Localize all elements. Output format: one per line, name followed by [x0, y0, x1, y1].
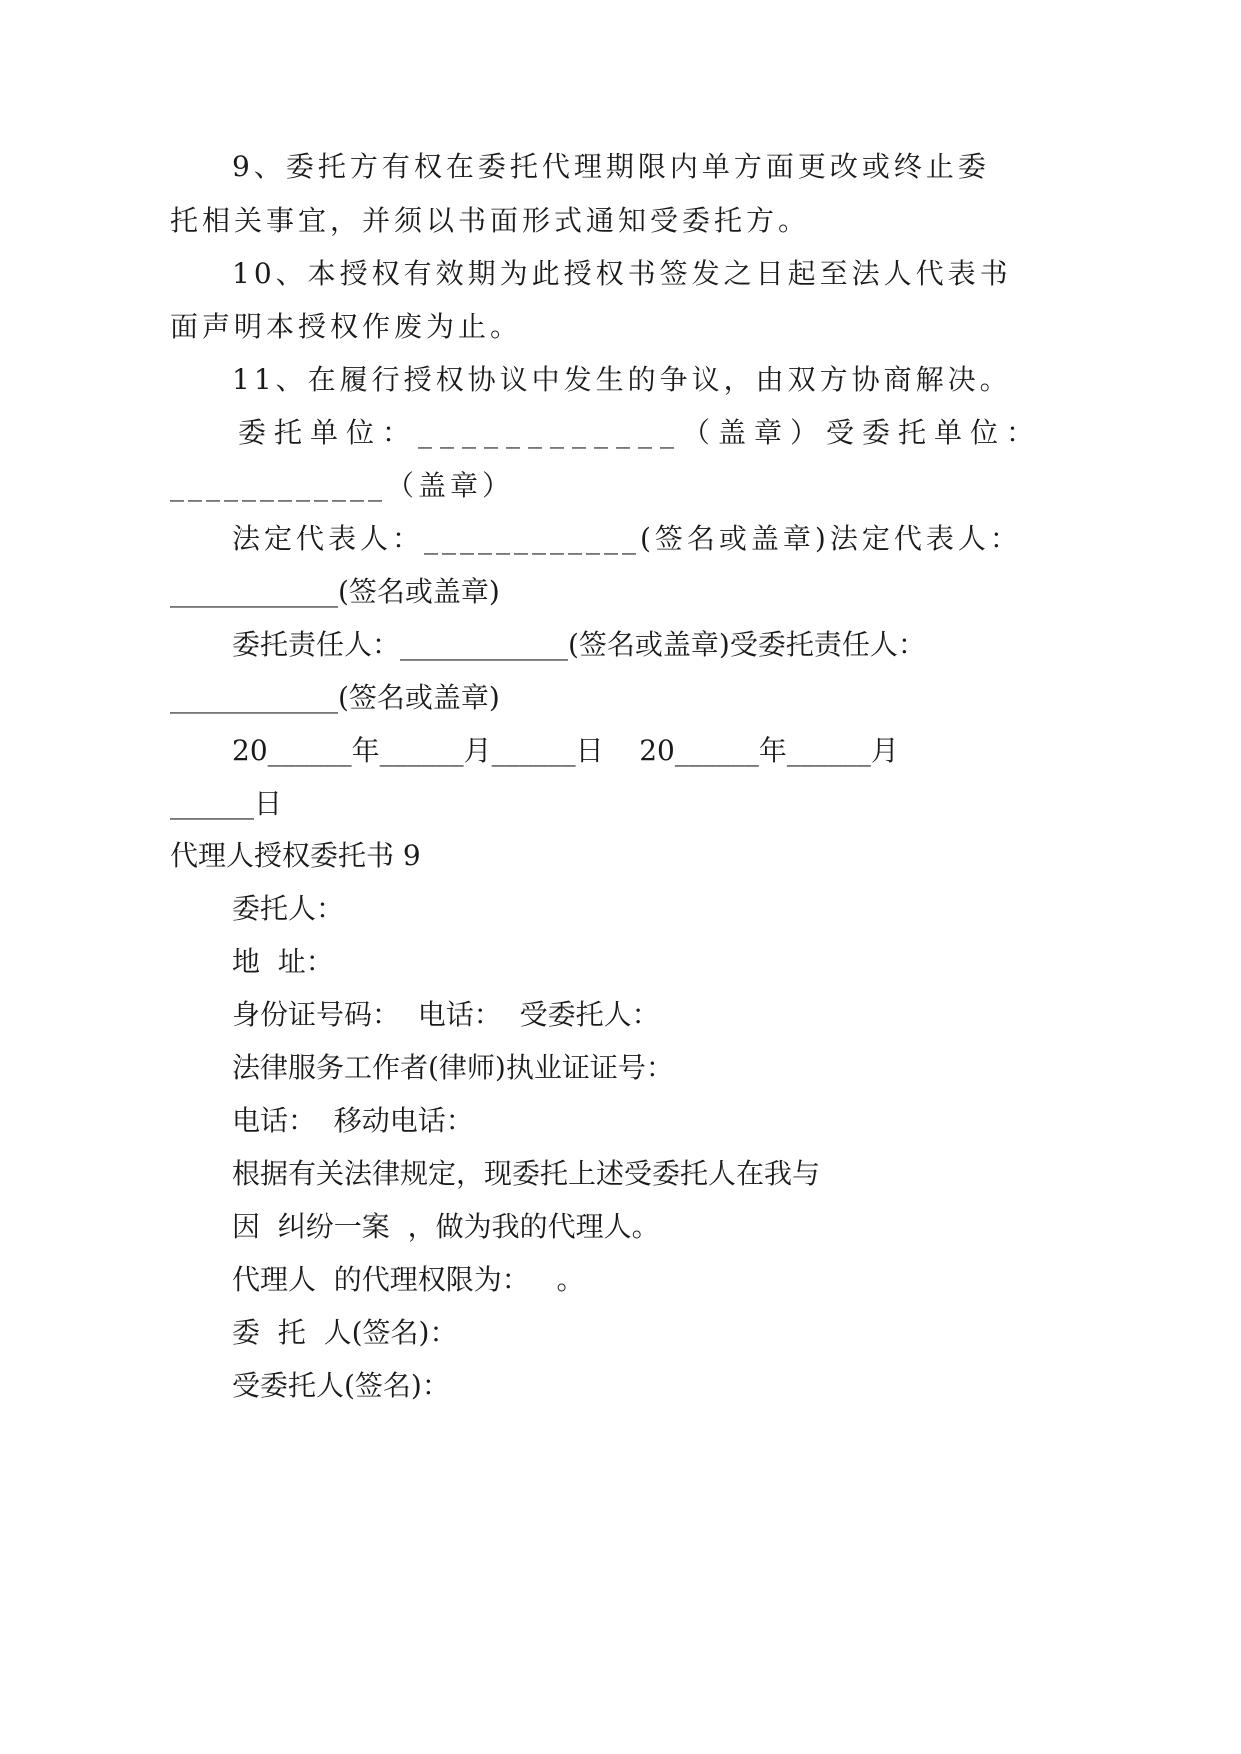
principal-signature-line: 委 托 人(签名)： [232, 1316, 458, 1349]
clause-9-line-1: 9、委托方有权在委托代理期限内单方面更改或终止委 [232, 150, 990, 183]
entrustment-statement-line-2: 因 纠纷一案 ，做为我的代理人。 [232, 1210, 660, 1243]
responsible-person-line: 委托责任人：____________(签名或盖章)受委托责任人： [232, 628, 926, 661]
section-heading: 代理人授权委托书 9 [170, 839, 421, 872]
address-field: 地 址： [232, 945, 334, 978]
entrusted-unit-seal-line: ____________（盖章） [170, 469, 515, 502]
date-line: 20______年______月______日 20______年______月 [232, 734, 899, 767]
license-number-field: 法律服务工作者(律师)执业证证号： [232, 1051, 674, 1084]
entrustment-statement-line-1: 根据有关法律规定，现委托上述受委托人在我与 [232, 1157, 821, 1190]
clause-10-line-1: 10、本授权有效期为此授权书签发之日起至法人代表书 [232, 257, 1012, 290]
legal-representative-line: 法定代表人：____________(签名或盖章)法定代表人： [232, 522, 1022, 555]
clause-11-line: 11、在履行授权协议中发生的争议，由双方协商解决。 [232, 363, 1012, 396]
agent-signature-line: 受委托人(签名)： [232, 1369, 450, 1402]
id-phone-agent-field: 身份证号码： 电话： 受委托人： [232, 998, 660, 1031]
principal-field: 委托人： [232, 892, 345, 925]
phone-mobile-field: 电话： 移动电话： [232, 1104, 474, 1137]
responsible-person-sign-line: ____________(签名或盖章) [170, 681, 500, 714]
clause-9-line-2: 托相关事宜，并须以书面形式通知受委托方。 [170, 204, 811, 237]
clause-10-line-2: 面声明本授权作废为止。 [170, 310, 523, 343]
entrusting-unit-line: 委托单位：____________（盖章）受委托单位： [238, 416, 1043, 449]
agent-authority-line: 代理人 的代理权限为： 。 [232, 1263, 585, 1296]
date-line-continued: ______日 [170, 787, 283, 820]
legal-representative-sign-line: ____________(签名或盖章) [170, 575, 500, 608]
